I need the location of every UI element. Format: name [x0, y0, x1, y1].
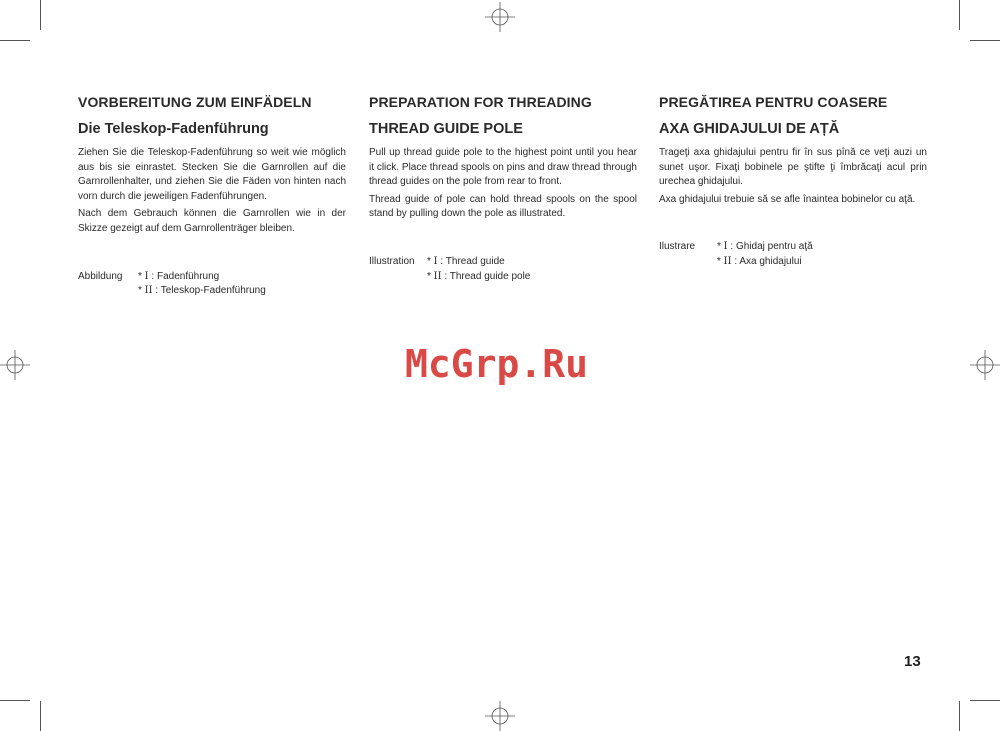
section-subheading: Die Teleskop-Fadenführung	[78, 121, 269, 137]
column-english	[369, 94, 637, 284]
page-number: 13	[904, 653, 921, 670]
paragraph: Nach dem Gebrauch können die Garnrollen wie in der Skizze gezeigt auf dem Garnrollenträger bleiben.	[78, 208, 346, 234]
section-subheading: AXA GHIDAJULUI DE AȚĂ	[659, 121, 840, 137]
paragraph: Thread guide of pole can hold thread spools on the spool stand by pulling down the pole as illustrated.	[369, 193, 637, 220]
paragraph: Pull up thread guide pole to the highest point until you hear it click. Place thread spools on pins and draw thread through thread guides on the pole from rear to front.	[369, 147, 637, 188]
illustration-legend	[659, 240, 927, 269]
section-subheading: THREAD GUIDE POLE	[369, 121, 523, 137]
section-heading: PREPARATION FOR THREADING	[369, 94, 592, 110]
legend-item: * II : Teleskop-Fadenführung	[138, 285, 266, 297]
legend-item: * I : Thread guide	[427, 255, 505, 267]
registration-mark-right	[970, 350, 1000, 380]
paragraph: Ziehen Sie die Teleskop-Fadenführung so weit wie möglich aus bis sie einrastet. Stecken Sie die Garnrollen auf die Garnrollenhalter, und ziehen Sie die Fäden von hinten nach vorn durch die jeweiligen Fadenführungen.	[78, 147, 346, 202]
illustration-legend	[369, 255, 637, 284]
section-heading: PREGĂTIREA PENTRU COASERE	[659, 94, 888, 110]
legend-item: * II : Axa ghidajului	[717, 255, 802, 267]
legend-item: * I : Fadenführung	[138, 270, 220, 282]
illustration-label: Ilustrare	[659, 241, 696, 253]
column-german	[78, 94, 346, 299]
paragraph: Trageţi axa ghidajului pentru fir în sus pînă ce veţi auzi un sunet uşor. Fixaţi bobinele pe ştifte ţi îmbrăcaţi acul prin urechea ghidajului.	[659, 147, 927, 188]
illustration-legend	[78, 270, 346, 299]
illustration-label: Illustration	[369, 255, 415, 267]
legend-item: * I : Ghidaj pentru aţă	[717, 241, 813, 253]
registration-mark-left	[0, 350, 30, 380]
section-heading: VORBEREITUNG ZUM EINFÄDELN	[78, 94, 312, 110]
paragraph: Axa ghidajului trebuie să se afle înaintea bobinelor cu aţă.	[659, 193, 916, 205]
legend-item: * II : Thread guide pole	[427, 270, 531, 282]
illustration-label: Abbildung	[78, 270, 123, 282]
registration-mark-top	[485, 2, 515, 32]
watermark: McGrp.Ru	[405, 342, 589, 386]
column-romanian	[659, 94, 927, 270]
registration-mark-bottom	[485, 701, 515, 731]
